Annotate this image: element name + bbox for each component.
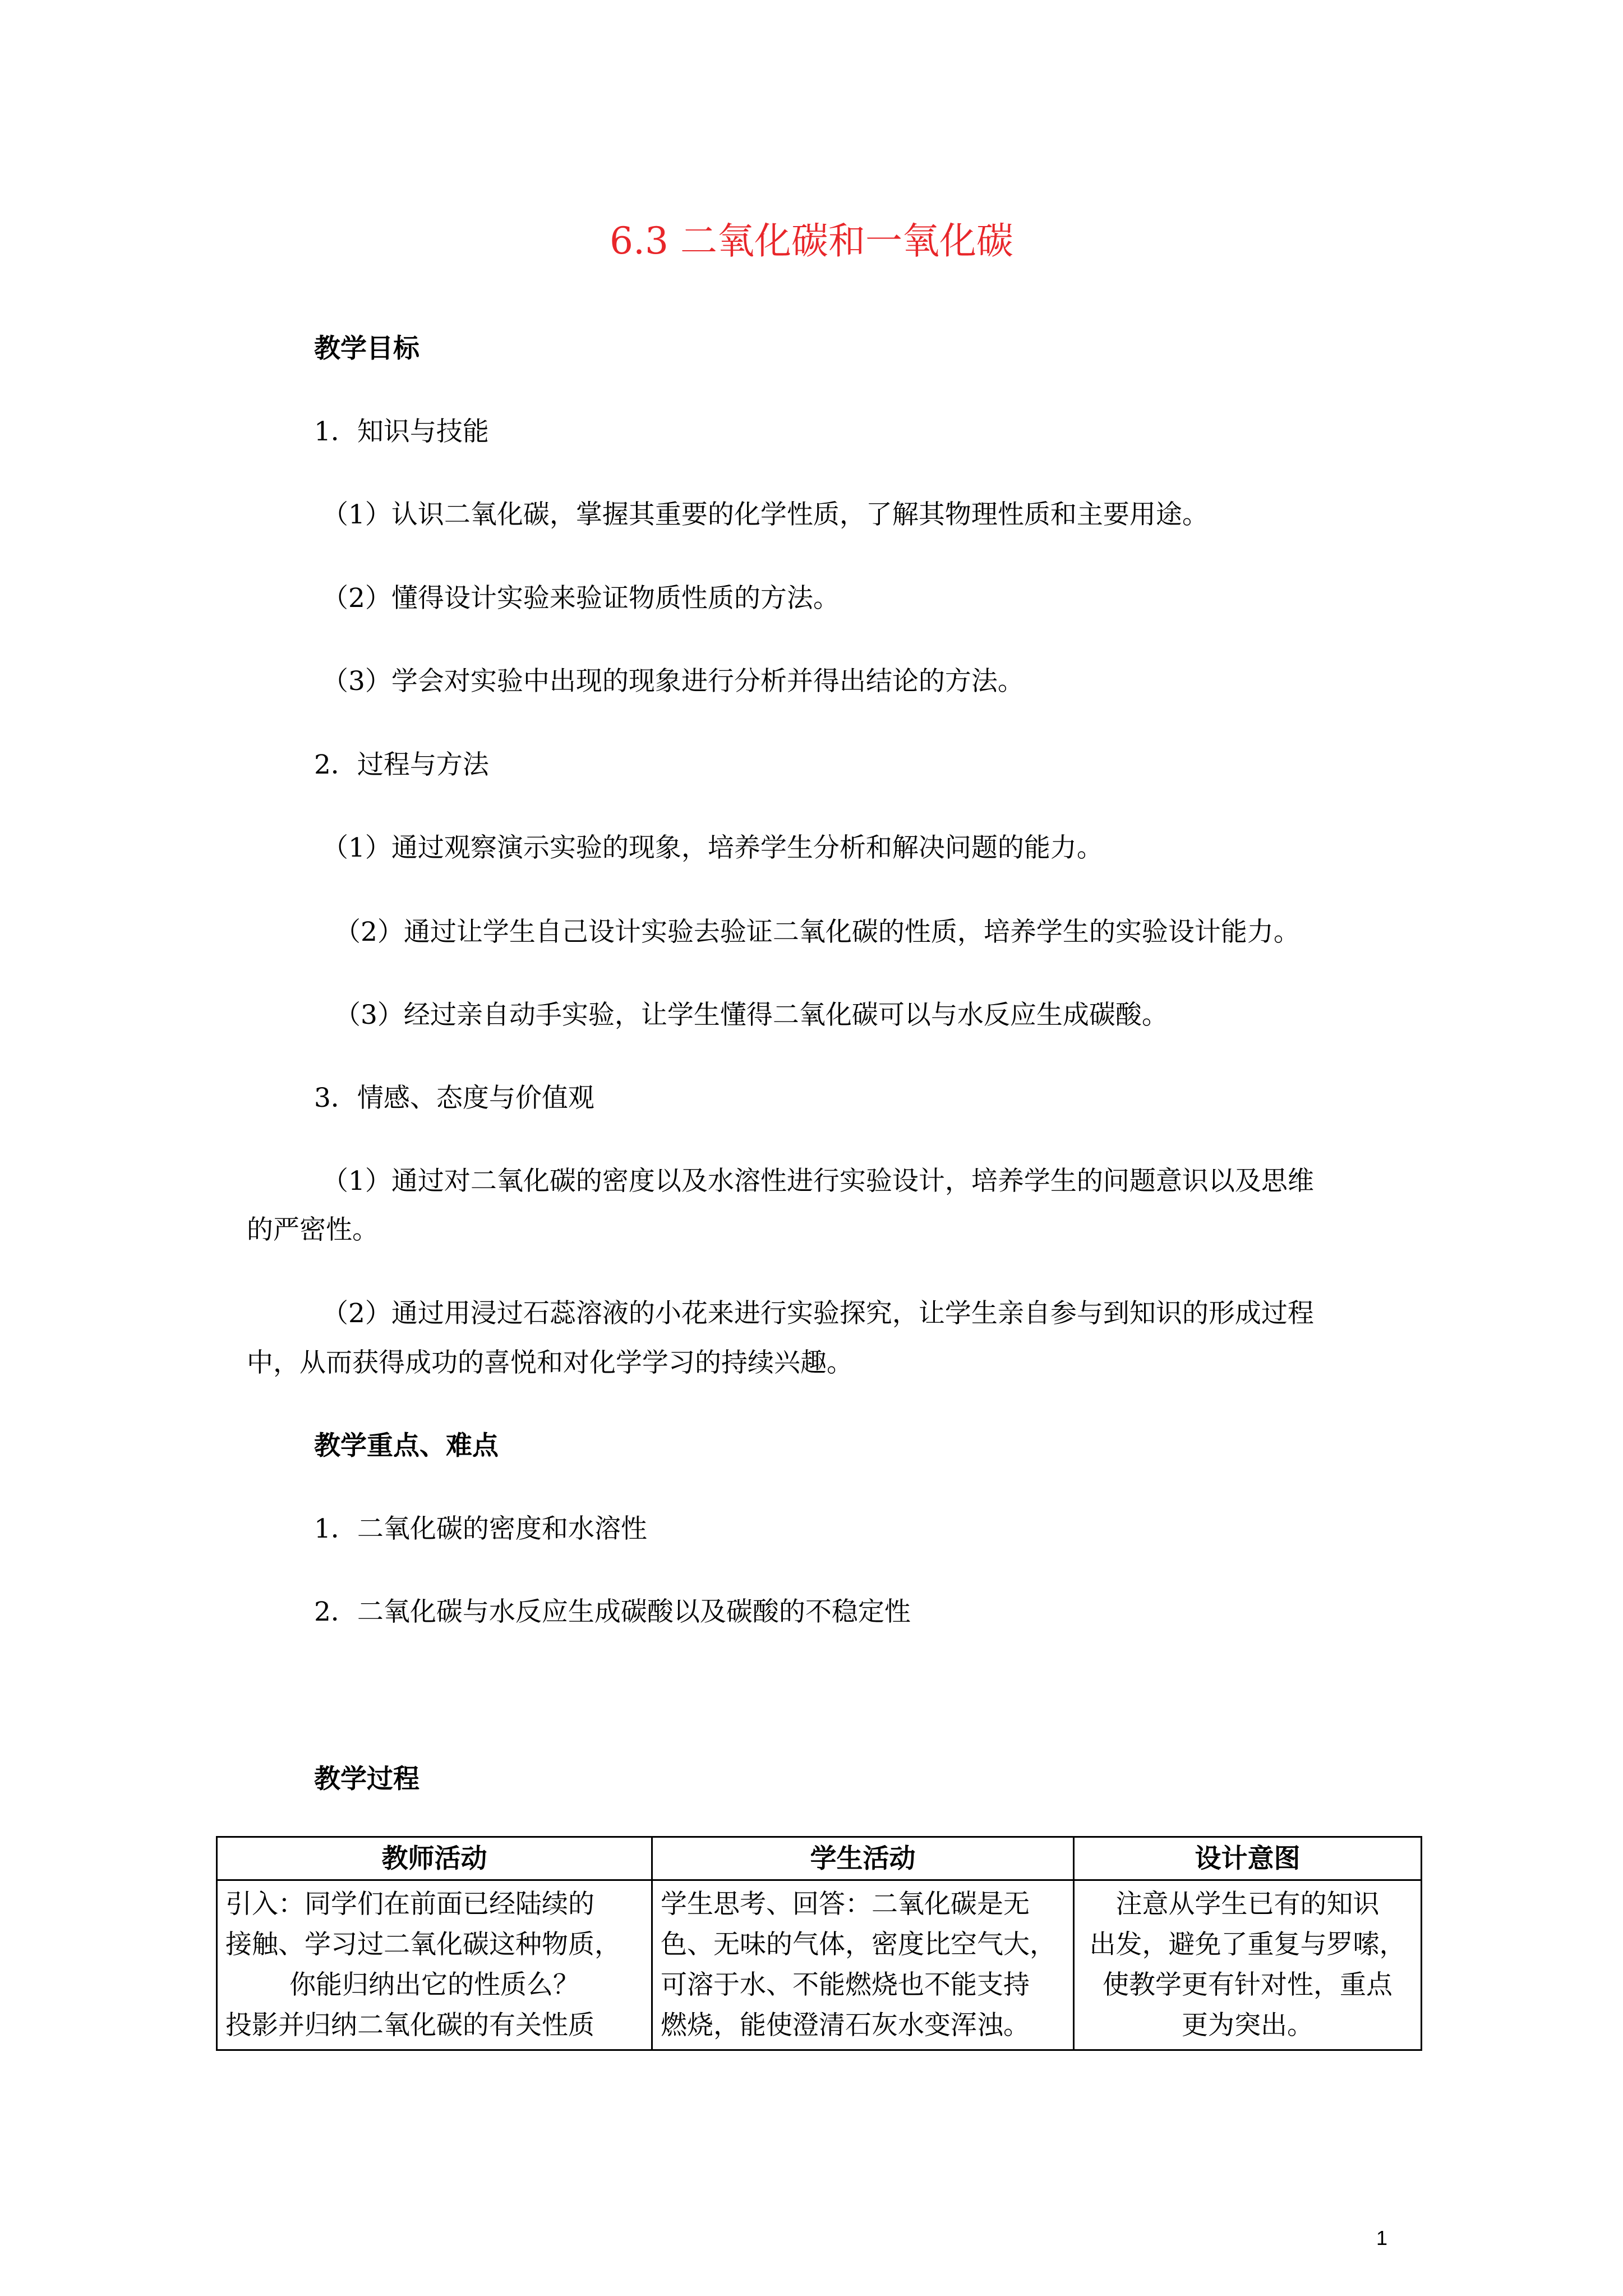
- goal-heading-attitude: 3．情感、态度与价值观: [314, 1083, 594, 1114]
- key-point-item: 1．二氧化碳的密度和水溶性: [314, 1513, 647, 1544]
- goal-item: （3）经过亲自动手实验，让学生懂得二氧化碳可以与水反应生成碳酸。: [334, 1000, 1168, 1030]
- section-heading-goals: 教学目标: [314, 333, 419, 364]
- key-point-item: 2．二氧化碳与水反应生成碳酸以及碳酸的不稳定性: [314, 1596, 911, 1627]
- cell-line: 燃烧，能使澄清石灰水变浑浊。: [661, 2010, 1030, 2041]
- section-heading-key-points: 教学重点、难点: [314, 1430, 499, 1461]
- column-header-intent: 设计意图: [1074, 1837, 1422, 1880]
- goal-heading-process: 2．过程与方法: [314, 749, 489, 780]
- cell-line: 引入：同学们在前面已经陆续的: [225, 1889, 594, 1920]
- teaching-process-table: [216, 1836, 1422, 2051]
- cell-line: 出发，避免了重复与罗嗦，: [1089, 1929, 1406, 1960]
- goal-heading-knowledge: 1．知识与技能: [314, 416, 489, 447]
- column-header-teacher: 教师活动: [217, 1837, 652, 1880]
- document-title: 6.3 二氧化碳和一氧化碳: [610, 219, 1013, 263]
- goal-item: （1）通过观察演示实验的现象，培养学生分析和解决问题的能力。: [322, 832, 1103, 863]
- cell-line: 学生思考、回答：二氧化碳是无: [661, 1889, 1030, 1920]
- paragraph-line: 的严密性。: [247, 1214, 379, 1245]
- cell-line: 使教学更有针对性，重点: [1103, 1970, 1393, 2000]
- cell-line: 投影并归纳二氧化碳的有关性质: [225, 2010, 594, 2041]
- goal-item: （1）认识二氧化碳，掌握其重要的化学性质，了解其物理性质和主要用途。: [322, 499, 1209, 530]
- cell-line: 你能归纳出它的性质么？: [289, 1970, 579, 2000]
- goal-item: （2）懂得设计实验来验证物质性质的方法。: [322, 583, 840, 614]
- paragraph-line: （1）通过对二氧化碳的密度以及水溶性进行实验设计，培养学生的问题意识以及思维: [322, 1166, 1314, 1197]
- cell-teacher-activity: [217, 1880, 652, 2050]
- paragraph-line: 中，从而获得成功的喜悦和对化学学习的持续兴趣。: [247, 1347, 853, 1378]
- table-header-row: [217, 1837, 1422, 1880]
- cell-line: 注意从学生已有的知识: [1115, 1889, 1380, 1920]
- column-header-student: 学生活动: [652, 1837, 1074, 1880]
- cell-line: 可溶于水、不能燃烧也不能支持: [661, 1970, 1030, 2000]
- cell-line: 接触、学习过二氧化碳这种物质，: [225, 1929, 621, 1960]
- cell-line: 色、无味的气体，密度比空气大，: [661, 1929, 1056, 1960]
- table-row: [217, 1880, 1422, 2050]
- page-number: 1: [1376, 2226, 1388, 2249]
- goal-item: （3）学会对实验中出现的现象进行分析并得出结论的方法。: [322, 666, 1024, 697]
- section-heading-process: 教学过程: [314, 1764, 419, 1795]
- paragraph-line: （2）通过用浸过石蕊溶液的小花来进行实验探究，让学生亲自参与到知识的形成过程: [322, 1298, 1314, 1329]
- goal-item: （2）通过让学生自己设计实验去验证二氧化碳的性质，培养学生的实验设计能力。: [334, 917, 1300, 947]
- cell-design-intent: [1074, 1880, 1422, 2050]
- cell-student-activity: [652, 1880, 1074, 2050]
- cell-line: 更为突出。: [1182, 2010, 1313, 2041]
